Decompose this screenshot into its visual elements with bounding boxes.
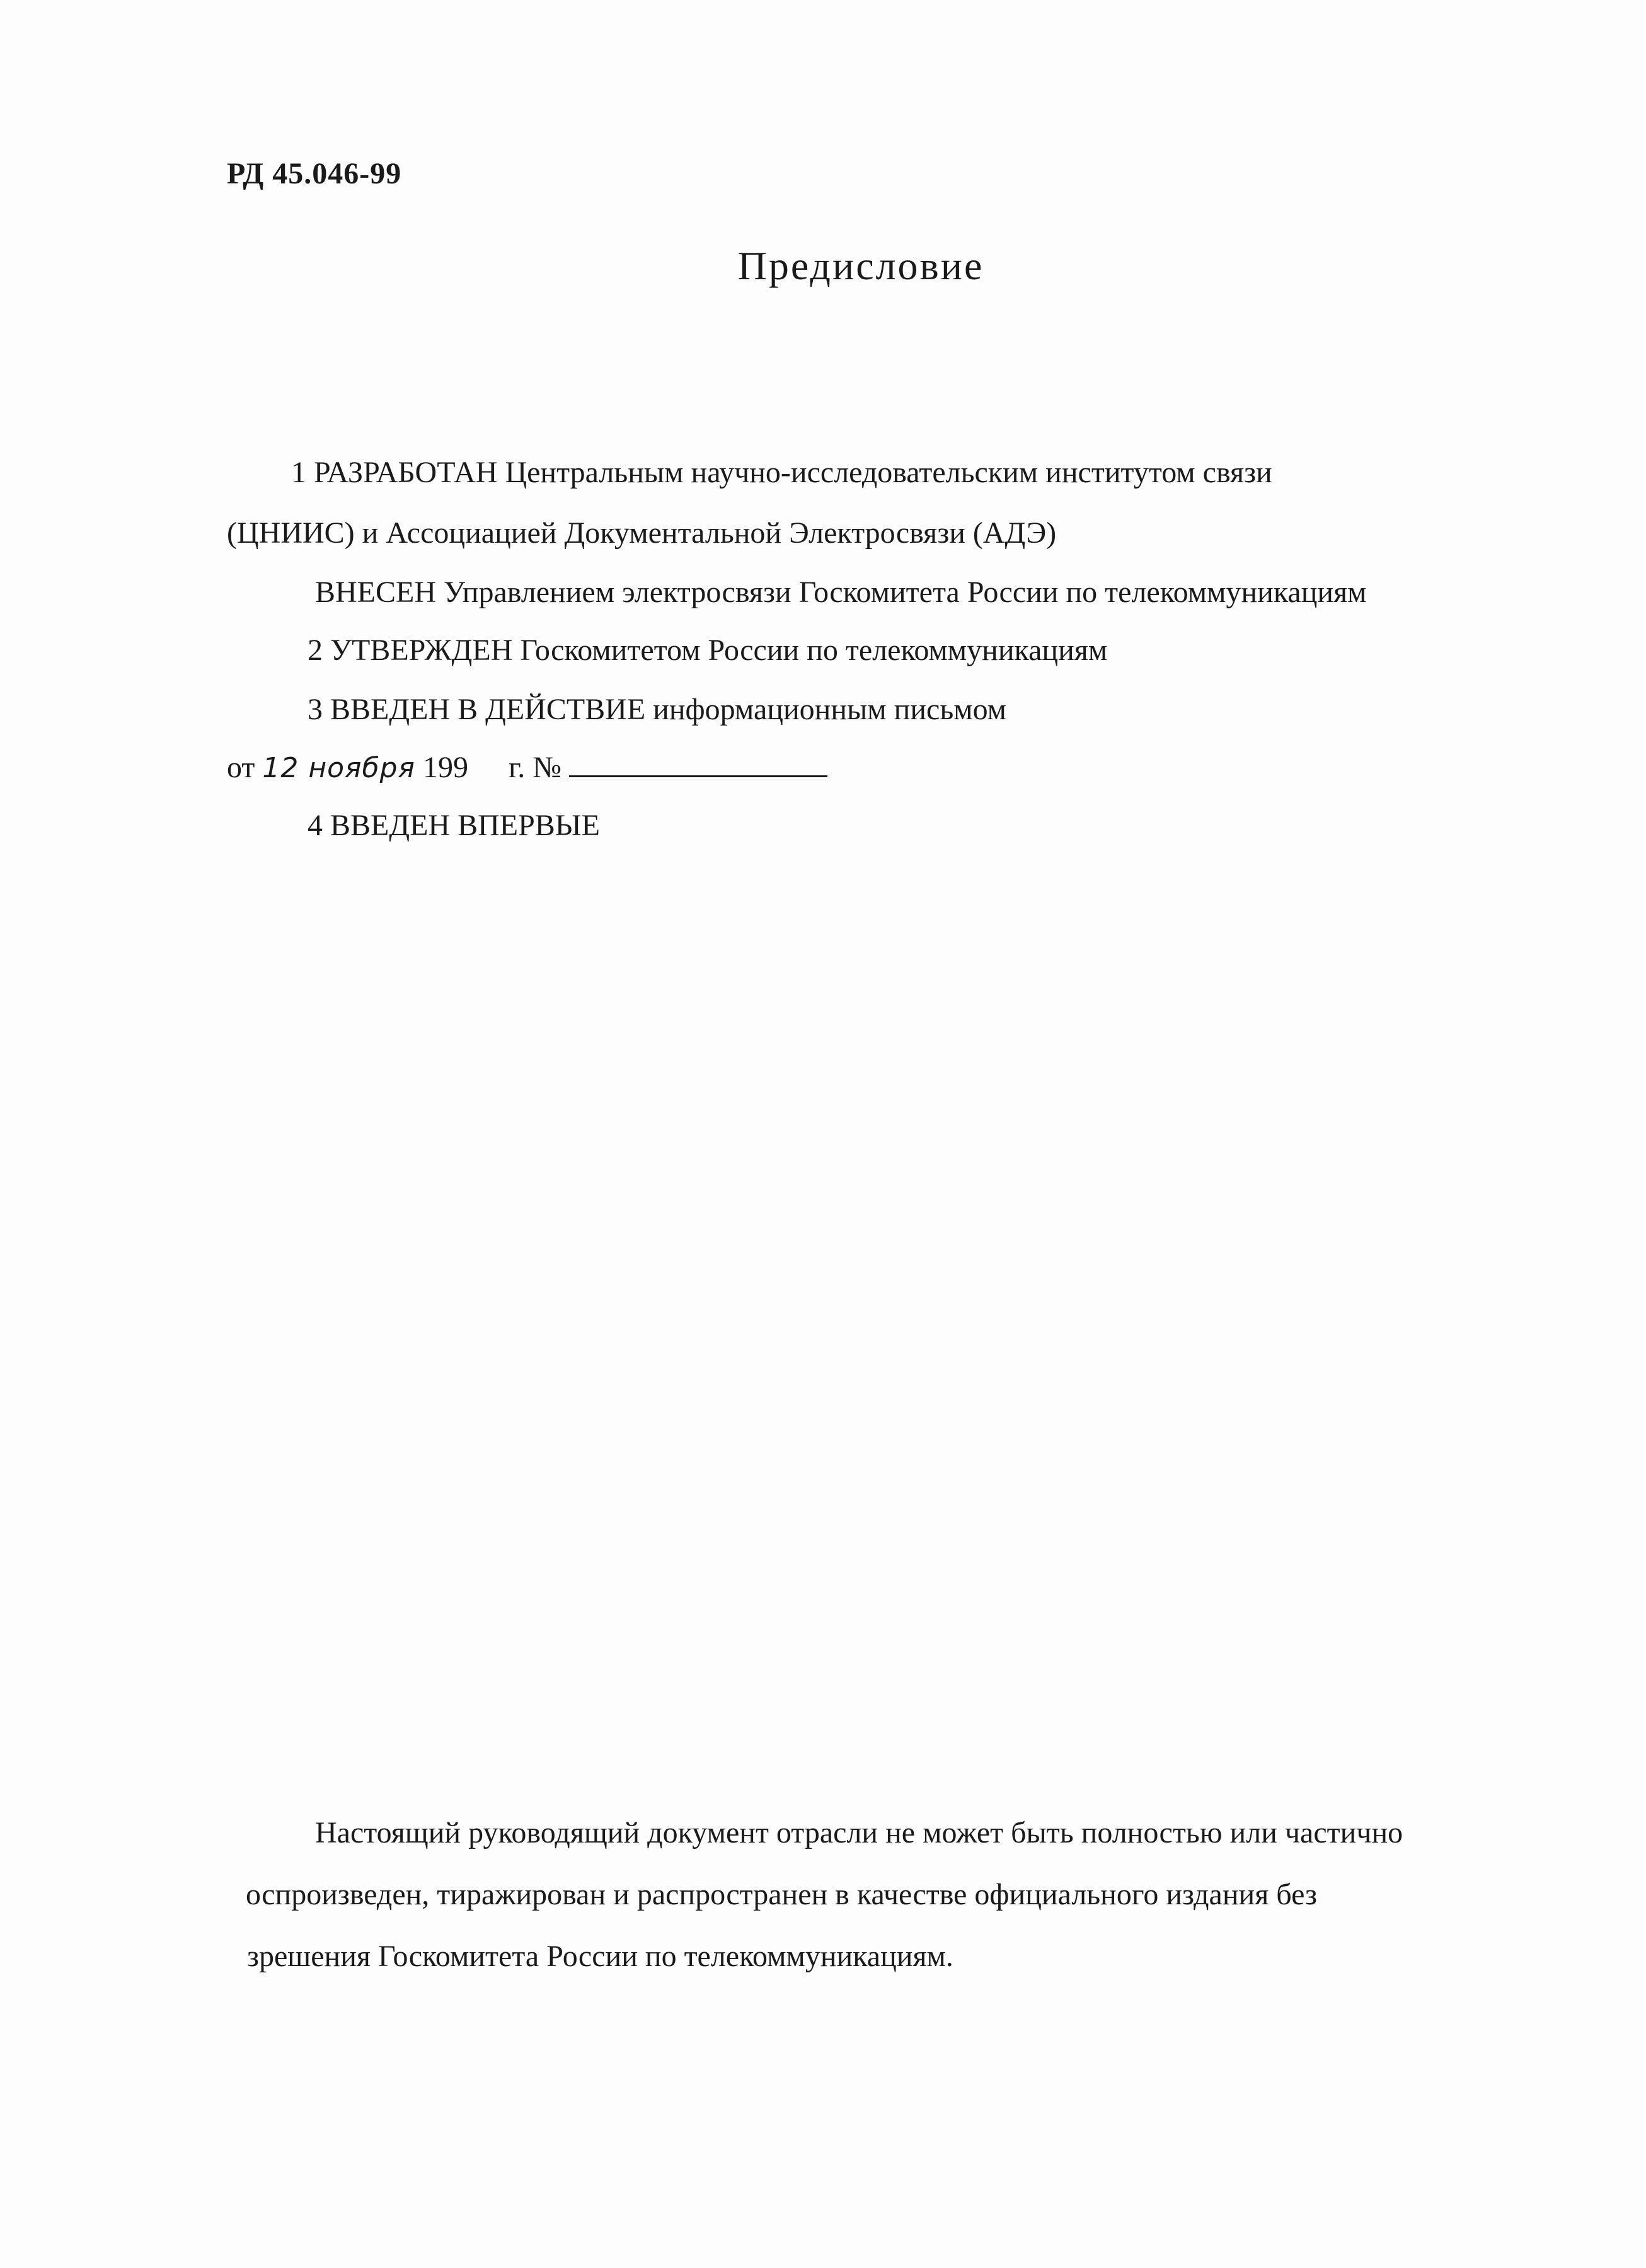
paragraph-enacted: 3 ВВЕДЕН В ДЕЙСТВИЕ информационным письмом <box>308 693 1007 726</box>
enactment-date-line <box>227 750 827 785</box>
page-title: Предисловие <box>737 243 984 288</box>
paragraph-submitted: ВНЕСЕН Управлением электросвязи Госкомитета России по телекоммуникациям <box>315 576 1367 609</box>
number-blank-line <box>569 750 827 777</box>
paragraph-first-introduced: 4 ВВЕДЕН ВПЕРВЫЕ <box>308 809 600 842</box>
date-prefix: от <box>227 751 255 784</box>
copyright-notice-line3: зрешения Госкомитета России по телекоммуникациям. <box>247 1940 953 1973</box>
copyright-notice-line1: Настоящий руководящий документ отрасли не может быть полностью или частично <box>315 1816 1403 1849</box>
copyright-notice-line2: оспроизведен, тиражирован и распространен в качестве официального издания без <box>246 1878 1317 1911</box>
date-year: 199 <box>423 751 469 784</box>
document-code: РД 45.046-99 <box>227 157 402 190</box>
paragraph-developed-line2: (ЦНИИС) и Ассоциацией Документальной Электросвязи (АДЭ) <box>227 516 1057 550</box>
paragraph-approved: 2 УТВЕРЖДЕН Госкомитетом России по телекоммуникациям <box>308 634 1108 667</box>
paragraph-developed-line1: 1 РАЗРАБОТАН Центральным научно-исследовательским институтом связи <box>291 456 1272 489</box>
handwritten-date: 12 ноября <box>262 752 416 784</box>
number-label: г. № <box>509 751 562 784</box>
